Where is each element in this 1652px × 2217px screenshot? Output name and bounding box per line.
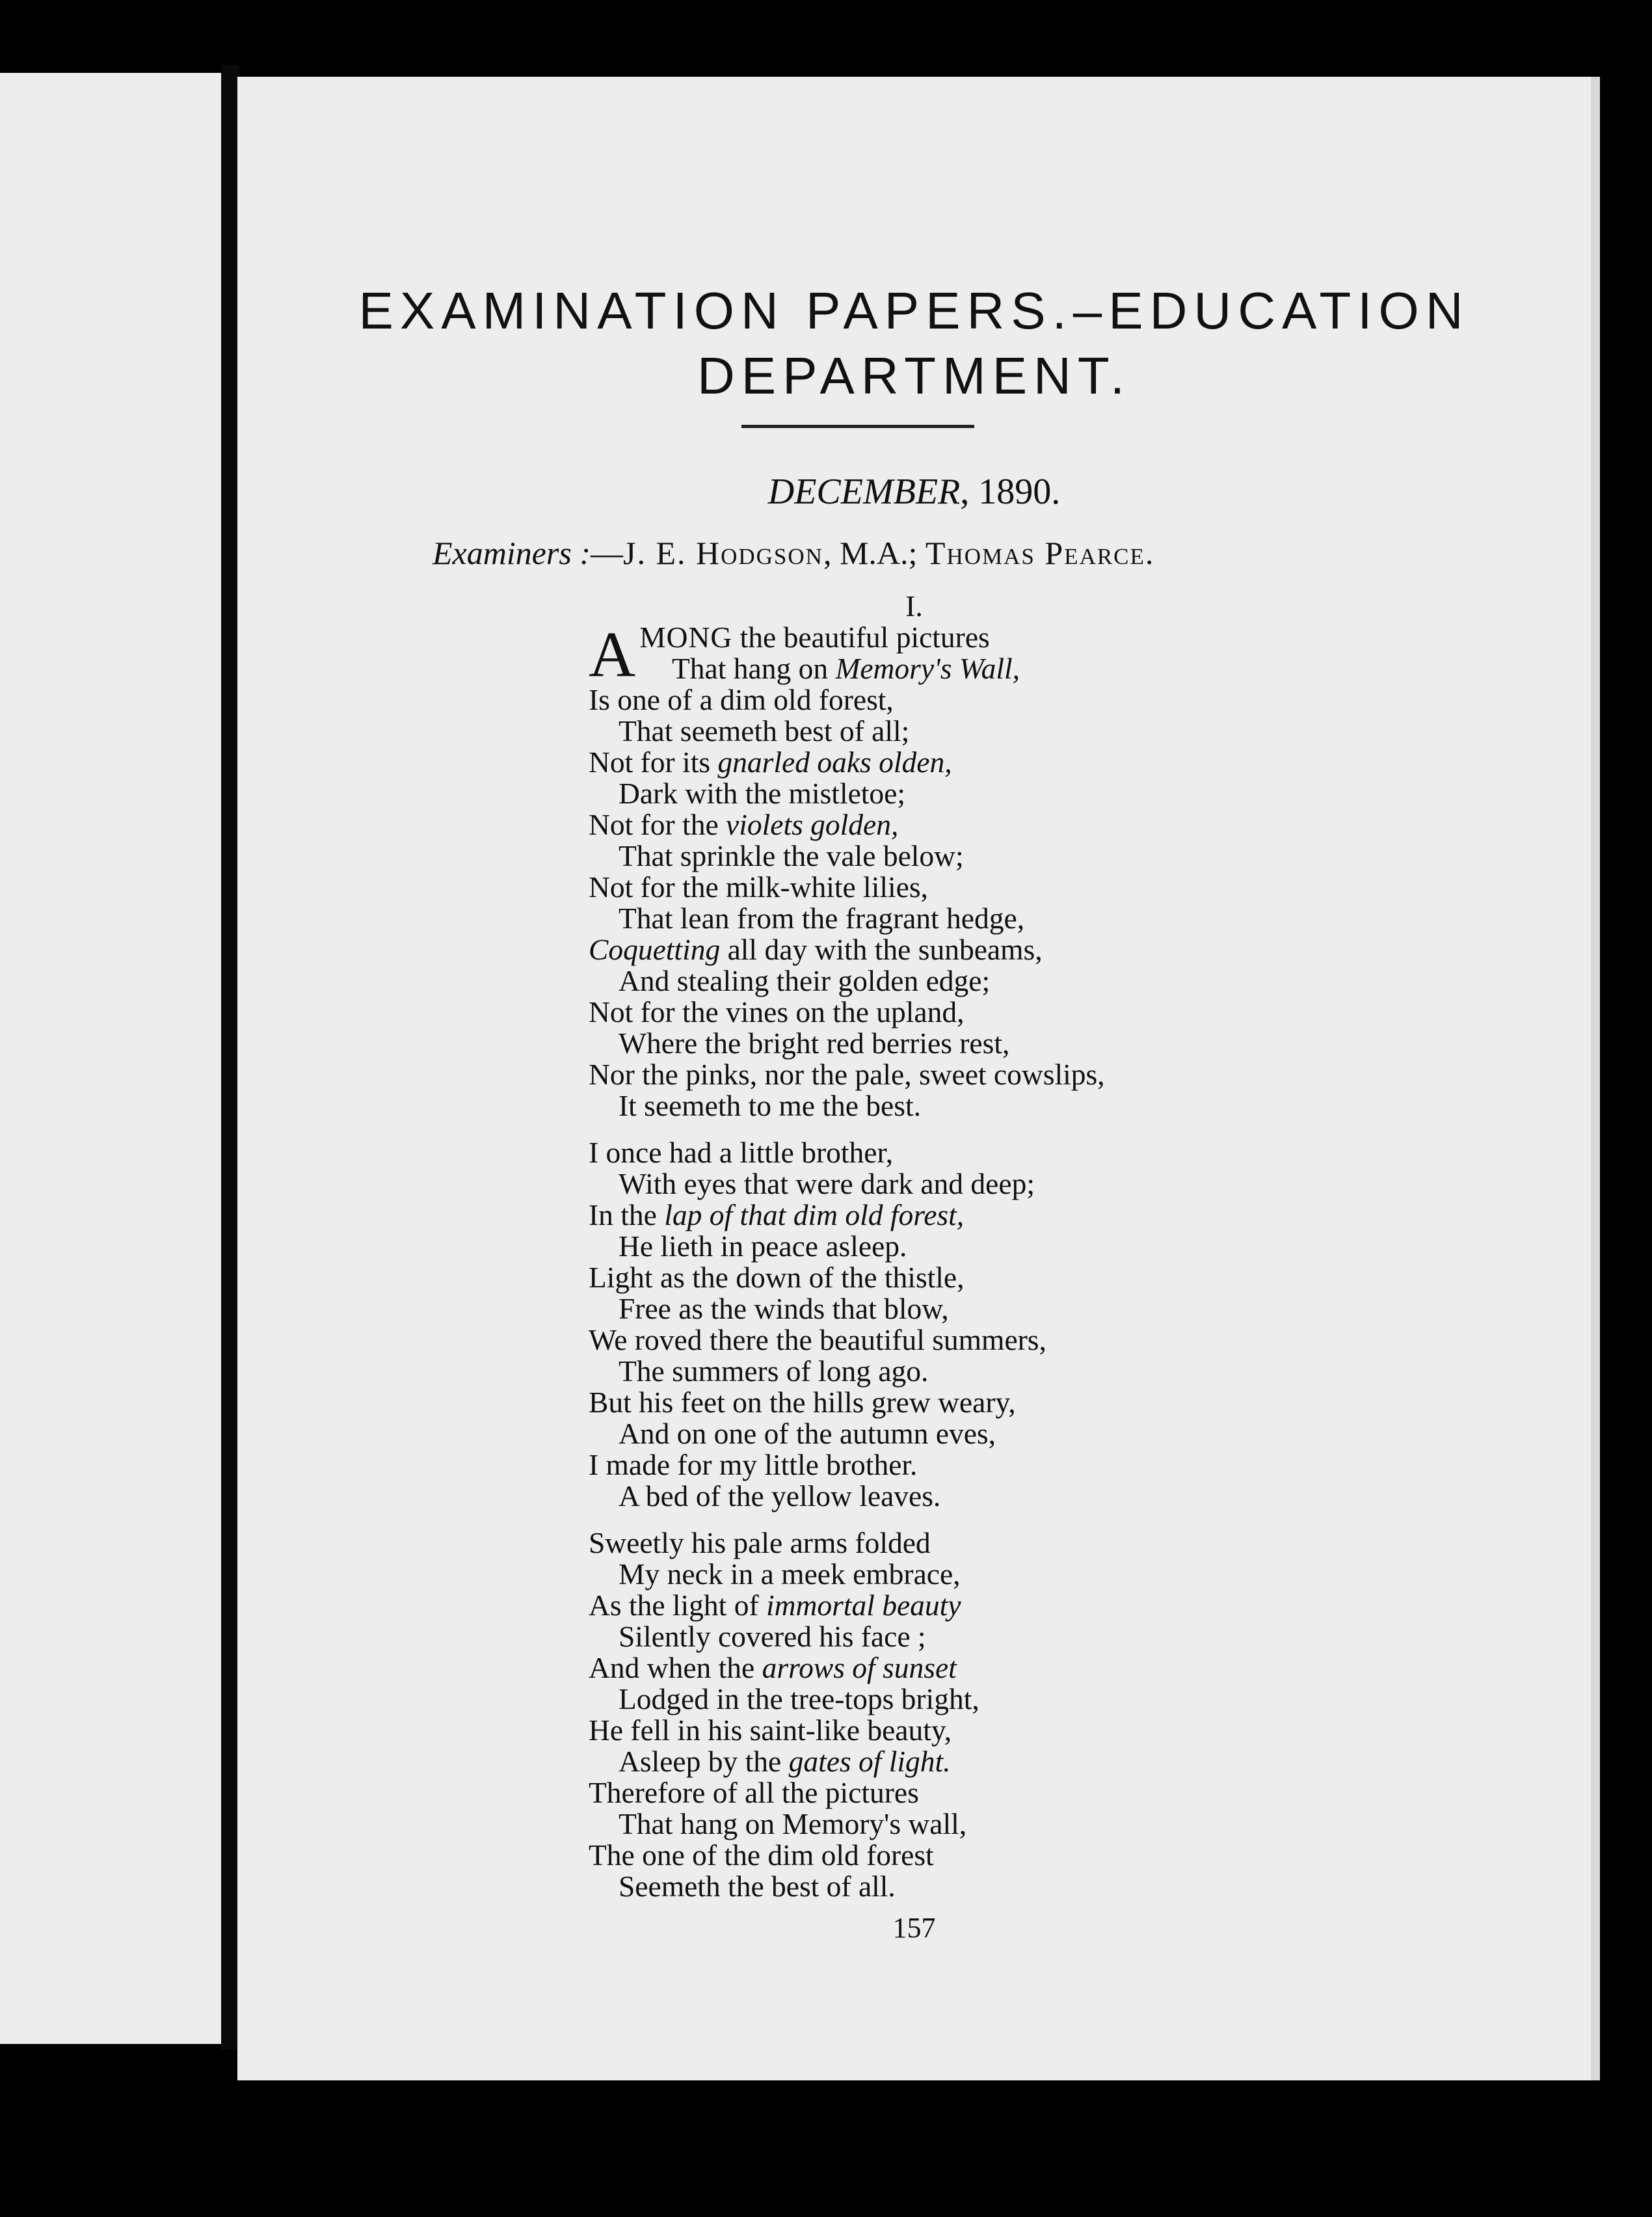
poem-italic: gates of light.	[788, 1745, 951, 1778]
poem-line: The summers of long ago.	[619, 1354, 929, 1388]
poem-line	[589, 622, 1105, 653]
poem-text: In the	[589, 1198, 665, 1231]
book-spine	[221, 65, 239, 2049]
poem-line: And on one of the autumn eves,	[619, 1417, 996, 1450]
examiners-label: Examiners :	[433, 535, 591, 571]
poem-line: The one of the dim old forest	[589, 1838, 934, 1872]
poem-line: My neck in a meek embrace,	[619, 1557, 961, 1591]
poem-text: And when the	[589, 1651, 762, 1684]
poem-line: But his feet on the hills grew weary,	[589, 1386, 1016, 1419]
date-year: , 1890.	[960, 472, 1061, 512]
poem-line: Dark with the mistletoe;	[619, 777, 906, 810]
examiner-degree: , M.A.;	[823, 535, 926, 571]
poem-line: Not for the milk-white lilies,	[589, 870, 928, 904]
stanza-gap	[589, 1512, 1105, 1527]
poem-italic: immortal beauty	[766, 1589, 961, 1622]
poem-line: Seemeth the best of all.	[619, 1870, 896, 1903]
examiners-line	[433, 527, 1153, 579]
poem-line: Silently covered his face ;	[619, 1620, 926, 1653]
date-month: DECEMBER	[767, 472, 961, 512]
poem-first-rest: the beautiful pictures	[732, 621, 990, 654]
poem-line: That lean from the fragrant hedge,	[619, 902, 1025, 935]
poem-line	[589, 747, 1105, 778]
poem-text: Not for its	[589, 746, 718, 779]
title-rule	[741, 425, 974, 428]
examiners-dash: —	[591, 535, 623, 571]
poem-line: We roved there the beautiful summers,	[589, 1323, 1046, 1356]
poem-text: Not for the	[589, 808, 726, 841]
poem-line: That seemeth best of all;	[619, 714, 910, 747]
section-number: I.	[905, 589, 923, 623]
poem-line	[589, 1746, 1105, 1777]
poem	[589, 618, 1105, 1903]
poem-italic: gnarled oaks olden,	[717, 746, 952, 779]
poem-line: A bed of the yellow leaves.	[619, 1479, 941, 1512]
poem-italic: Coquetting	[589, 933, 721, 966]
examiner-name-1: J. E. Hodgson	[623, 535, 823, 571]
page-number: 157	[892, 1912, 936, 1944]
poem-line: Lodged in the tree-tops bright,	[619, 1682, 979, 1715]
date-line	[237, 466, 1591, 518]
poem-line: He lieth in peace asleep.	[619, 1229, 907, 1263]
poem-line	[589, 1200, 1105, 1231]
page-title-line-1: EXAMINATION PAPERS.–EDUCATION	[358, 282, 1470, 340]
poem-italic: violets golden,	[726, 808, 899, 841]
drop-cap: A	[589, 618, 636, 690]
left-page	[0, 73, 229, 2044]
poem-text: Asleep by the	[619, 1745, 789, 1778]
poem-line: He fell in his saint-like beauty,	[589, 1713, 952, 1747]
poem-stanza-1	[589, 618, 1105, 1122]
poem-line: I made for my little brother.	[589, 1448, 918, 1481]
poem-line: With eyes that were dark and deep;	[619, 1167, 1035, 1200]
poem-line	[589, 1652, 1105, 1684]
stanza-gap	[589, 1122, 1105, 1137]
poem-line: Free as the winds that blow,	[619, 1292, 949, 1325]
poem-line: Where the bright red berries rest,	[619, 1027, 1010, 1060]
examiners-end: .	[1145, 535, 1154, 571]
right-page	[237, 77, 1600, 2080]
poem-line: Light as the down of the thistle,	[589, 1261, 965, 1294]
poem-line: That hang on Memory's wall,	[619, 1807, 967, 1840]
poem-text: As the light of	[589, 1589, 766, 1622]
poem-italic: Memory's Wall,	[835, 652, 1020, 685]
poem-line: Is one of a dim old forest,	[589, 683, 894, 716]
poem-line	[589, 809, 1105, 840]
examiner-name-2: Thomas Pearce	[925, 535, 1145, 571]
poem-stanza-3	[589, 1527, 1105, 1902]
poem-line: I once had a little brother,	[589, 1136, 894, 1169]
poem-line: That sprinkle the vale below;	[619, 839, 964, 872]
poem-line	[589, 653, 1105, 684]
poem-line: Not for the vines on the upland,	[589, 995, 965, 1028]
poem-stanza-2	[589, 1137, 1105, 1512]
poem-text: That hang on	[672, 652, 836, 685]
poem-line: Nor the pinks, nor the pale, sweet cowslips,	[589, 1058, 1105, 1091]
poem-first-word: MONG	[639, 621, 733, 654]
poem-line: Sweetly his pale arms folded	[589, 1526, 931, 1559]
poem-line: It seemeth to me the best.	[619, 1089, 921, 1122]
poem-text: all day with the sunbeams,	[720, 933, 1043, 966]
page-title-line-2: DEPARTMENT.	[697, 347, 1132, 405]
poem-line	[589, 934, 1105, 965]
poem-italic: arrows of sunset	[762, 1651, 957, 1684]
poem-italic: lap of that dim old forest,	[664, 1198, 965, 1231]
poem-line: Therefore of all the pictures	[589, 1776, 919, 1809]
poem-line: And stealing their golden edge;	[619, 964, 991, 997]
poem-line	[589, 1590, 1105, 1621]
